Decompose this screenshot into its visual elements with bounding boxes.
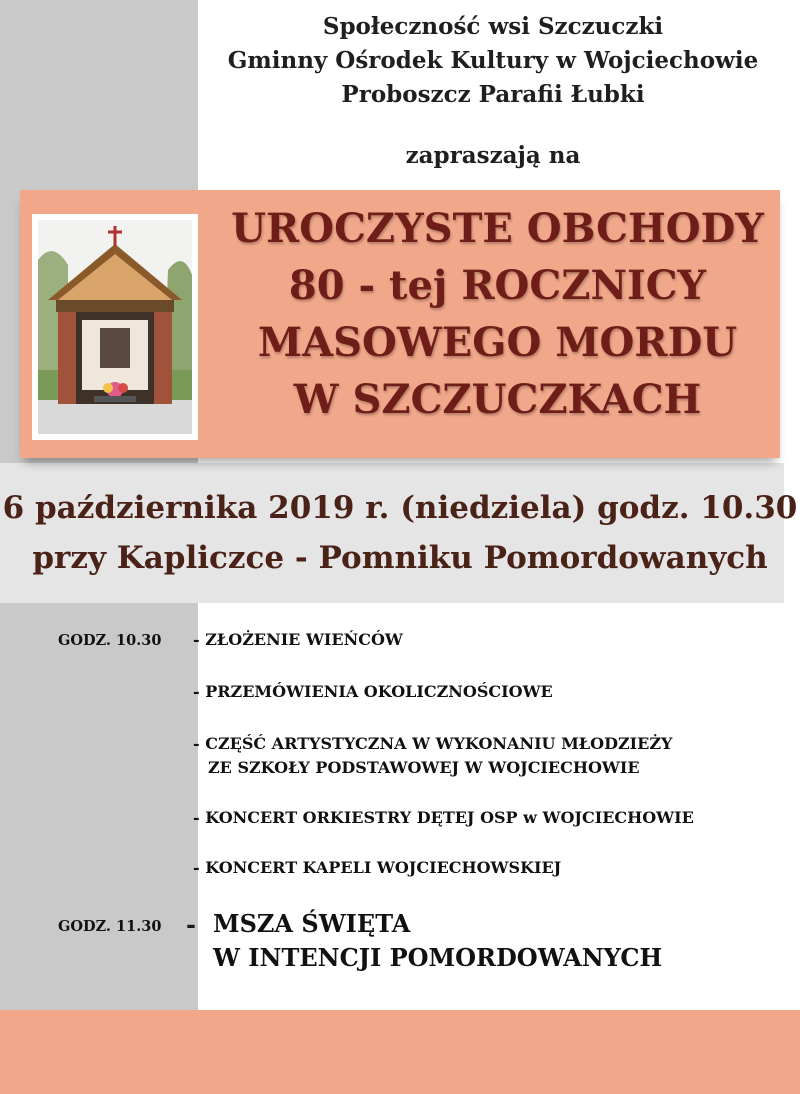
chapel-image [38,220,192,434]
organizer-3: Proboszcz Parafii Łubki [341,81,645,108]
title-line-2: 80 - tej ROCZNICY [288,262,707,309]
title-line-3: MASOWEGO MORDU [257,319,738,366]
schedule-item-5: - KONCERT KAPELI WOJCIECHOWSKIEJ [193,858,562,877]
title-line-1: UROCZYSTE OBCHODY [231,205,764,252]
schedule-item-1: - ZŁOŻENIE WIEŃCÓW [193,630,403,649]
schedule-item-4: - KONCERT ORKIESTRY DĘTEJ OSP w WOJCIECHOWIE [193,808,694,827]
title-line-4: W SZCZUCZKACH [293,376,702,423]
organizer-2: Gminny Ośrodek Kultury w Wojciechowie [227,47,759,74]
organizer-1: Społeczność wsi Szczuczki [322,13,664,40]
date-line: 6 października 2019 r. (niedziela) godz. 10.30 [2,490,798,526]
mass-line-2: W INTENCJI POMORDOWANYCH [213,943,663,972]
schedule-item-3b: ZE SZKOŁY PODSTAWOWEJ W WOJCIECHOWIE [208,758,640,777]
time-label-2: GODZ. 11.30 [58,918,162,935]
event-date [0,483,800,583]
schedule-item-2: - PRZEMÓWIENIA OKOLICZNOŚCIOWE [193,682,553,701]
time-label-1: GODZ. 10.30 [58,632,162,649]
schedule-item-3: - CZĘŚĆ ARTYSTYCZNA W WYKONANIU MŁODZIEŻY [193,734,673,753]
bottom-band [0,1010,800,1094]
mass-dash: - [186,910,196,939]
organizers [198,10,788,112]
mass-line-1: MSZA ŚWIĘTA [213,909,411,938]
chapel-photo [32,214,198,440]
location-line: przy Kapliczce - Pomniku Pomordowanych [32,540,768,576]
event-title [205,200,790,428]
invite-text: zapraszają na [405,142,581,169]
